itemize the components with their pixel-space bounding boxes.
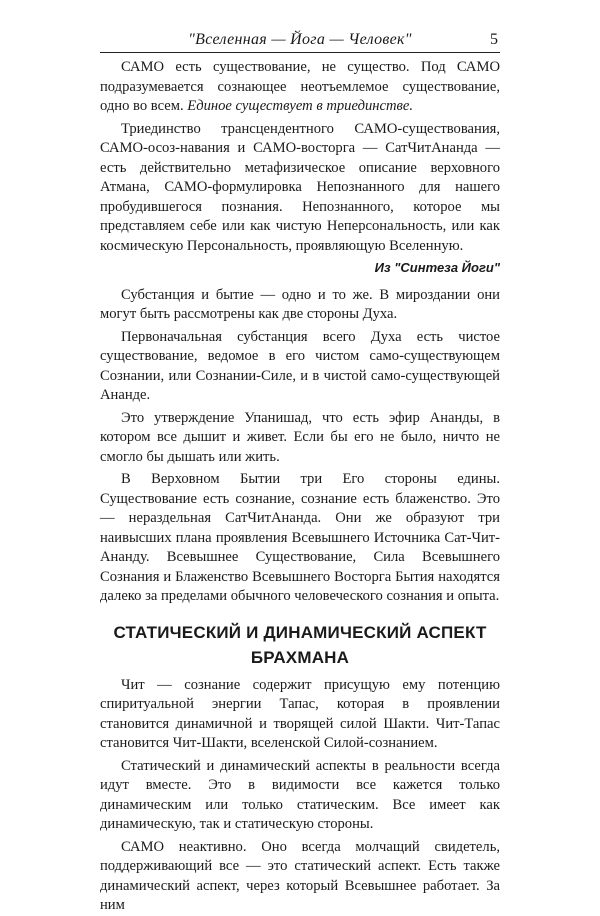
paragraph: САМО неактивно. Оно всегда молчащий свидетель, поддерживающий все — это статический аспект. Есть также динамический аспект, через который Всевышнее работает. За ним xyxy=(100,838,500,913)
running-title: "Вселенная — Йога — Человек" xyxy=(188,31,412,48)
running-header xyxy=(100,30,500,53)
paragraph: Триединство трансцендентного САМО-существования, САМО-осоз-навания и САМО-восторга — СатЧитАнанда — есть действительно метафизическое описание верховного Атмана, САМО-формулировка Непознанного для нашего пробудившегося познания. Непознанного, которое мы представляем себе или как чистую Неперсональность, или как космическую Персональность, проявляющую Вселенную. xyxy=(100,120,500,254)
page-number: 5 xyxy=(490,31,498,48)
paragraph: Субстанция и бытие — одно и то же. В мироздании они могут быть рассмотрены как две стороны Духа. xyxy=(100,286,500,322)
paragraph: Это утверждение Упанишад, что есть эфир Ананды, в котором все дышит и живет. Если бы его не было, ничто не смогло бы дышать или жить. xyxy=(100,409,500,465)
source-citation: Из "Синтеза Йоги" xyxy=(374,260,500,275)
section-heading-line1: СТАТИЧЕСКИЙ И ДИНАМИЧЕСКИЙ АСПЕКТ xyxy=(113,622,487,642)
section-heading-line2: БРАХМАНА xyxy=(250,647,350,667)
paragraph: В Верховном Бытии три Его стороны едины. Существование есть сознание, сознание есть блаженство. Это — нераздельная СатЧитАнанда. Они же образуют три наивысших плана проявления Всевышнего Источника Сат-Чит-Ананду. Всевышнее Существование, Сила Всевышнего Сознания и Блаженство Всевышнего Восторга Бытия находятся далеко за пределами обычного человеческого сознания и опыта. xyxy=(100,471,500,604)
page-body xyxy=(100,58,500,916)
paragraph-text: САМО есть существование, не существо. Под САМО подразумевается сознающее неотъемлемое существование, одно во всем. xyxy=(100,59,500,114)
paragraph: Статический и динамический аспекты в реальности всегда идут вместе. Это в видимости все кажется только динамическим или только статическим. Все имеет как динамическую, так и статическую стороны. xyxy=(100,757,500,832)
italic-statement: Единое существует в триединстве. xyxy=(187,98,413,114)
paragraph: Чит — сознание содержит присущую ему потенцию спиритуальной энергии Тапас, которая в проявлении становится динамичной и творящей силой Шакти. Чит-Тапас становится Чит-Шакти, вселенской Силой-сознанием. xyxy=(100,676,500,751)
paragraph xyxy=(100,58,500,117)
section-heading xyxy=(100,620,500,670)
paragraph: Первоначальная субстанция всего Духа есть чистое существование, ведомое в его чистом само-существующем Сознании, или Сознании-Силе, и в чистой само-существующей Ананде. xyxy=(100,328,500,403)
